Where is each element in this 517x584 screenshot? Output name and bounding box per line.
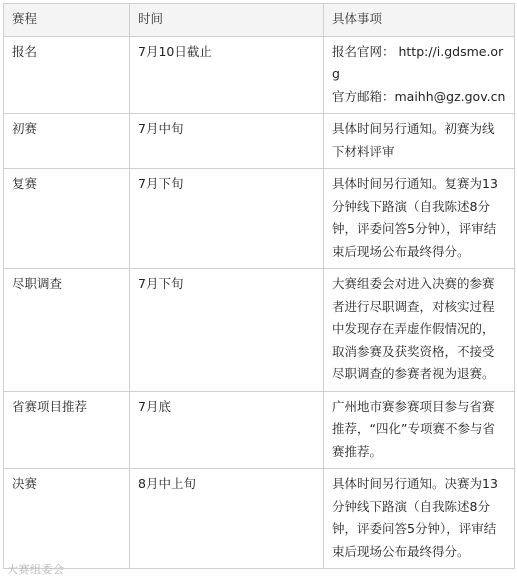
table-row [4,114,515,169]
detail-text: 具体时间另行通知。复赛为13分钟线下路演（自我陈述8分钟，评委问答5分钟），评审结束后现场公布最终得分。 [332,176,498,259]
row-time: 7月下旬 [130,269,324,392]
row-detail [324,391,515,469]
header-stage: 赛程 [4,4,130,37]
row-time: 7月下旬 [130,169,324,269]
row-stage: 初赛 [4,114,130,169]
row-time: 7月10日截止 [130,36,324,114]
detail-text: 具体时间另行通知。初赛为线下材料评审 [332,121,495,159]
detail-text: 具体时间另行通知。决赛为13分钟线下路演（自我陈述8分钟，评委问答5分钟），评审结束后现场公布最终得分。 [332,476,498,559]
row-stage: 尽职调查 [4,269,130,392]
table-row [4,269,515,392]
table-row [4,36,515,114]
row-time: 7月中旬 [130,114,324,169]
table-row [4,469,515,569]
row-stage: 报名 [4,36,130,114]
table-header-row [4,4,515,37]
row-stage: 决赛 [4,469,130,569]
email-line: 官方邮箱：maihh@gz.gov.cn [332,88,506,104]
schedule-table [3,3,515,569]
row-detail [324,469,515,569]
row-detail [324,114,515,169]
header-time: 时间 [130,4,324,37]
row-detail [324,269,515,392]
header-detail: 具体事项 [324,4,515,37]
row-time: 8月中上旬 [130,469,324,569]
detail-text: 广州地市赛参赛项目参与省赛推荐，“四化”专项赛不参与省赛推荐。 [332,398,495,459]
row-detail [324,169,515,269]
row-time: 7月底 [130,391,324,469]
table-row [4,169,515,269]
row-stage: 复赛 [4,169,130,269]
detail-text: 大赛组委会对进入决赛的参赛者进行尽职调查，对核实过程中发现存在弄虚作假情况的，取消参赛及获奖资格，不接受尽职调查的参赛者视为退赛。 [332,276,495,381]
row-stage: 省赛项目推荐 [4,391,130,469]
watermark: 大赛组委会 [7,563,65,576]
table-row [4,391,515,469]
website-line: 报名官网： http://i.gdsme.org [332,43,504,81]
row-detail [324,36,515,114]
